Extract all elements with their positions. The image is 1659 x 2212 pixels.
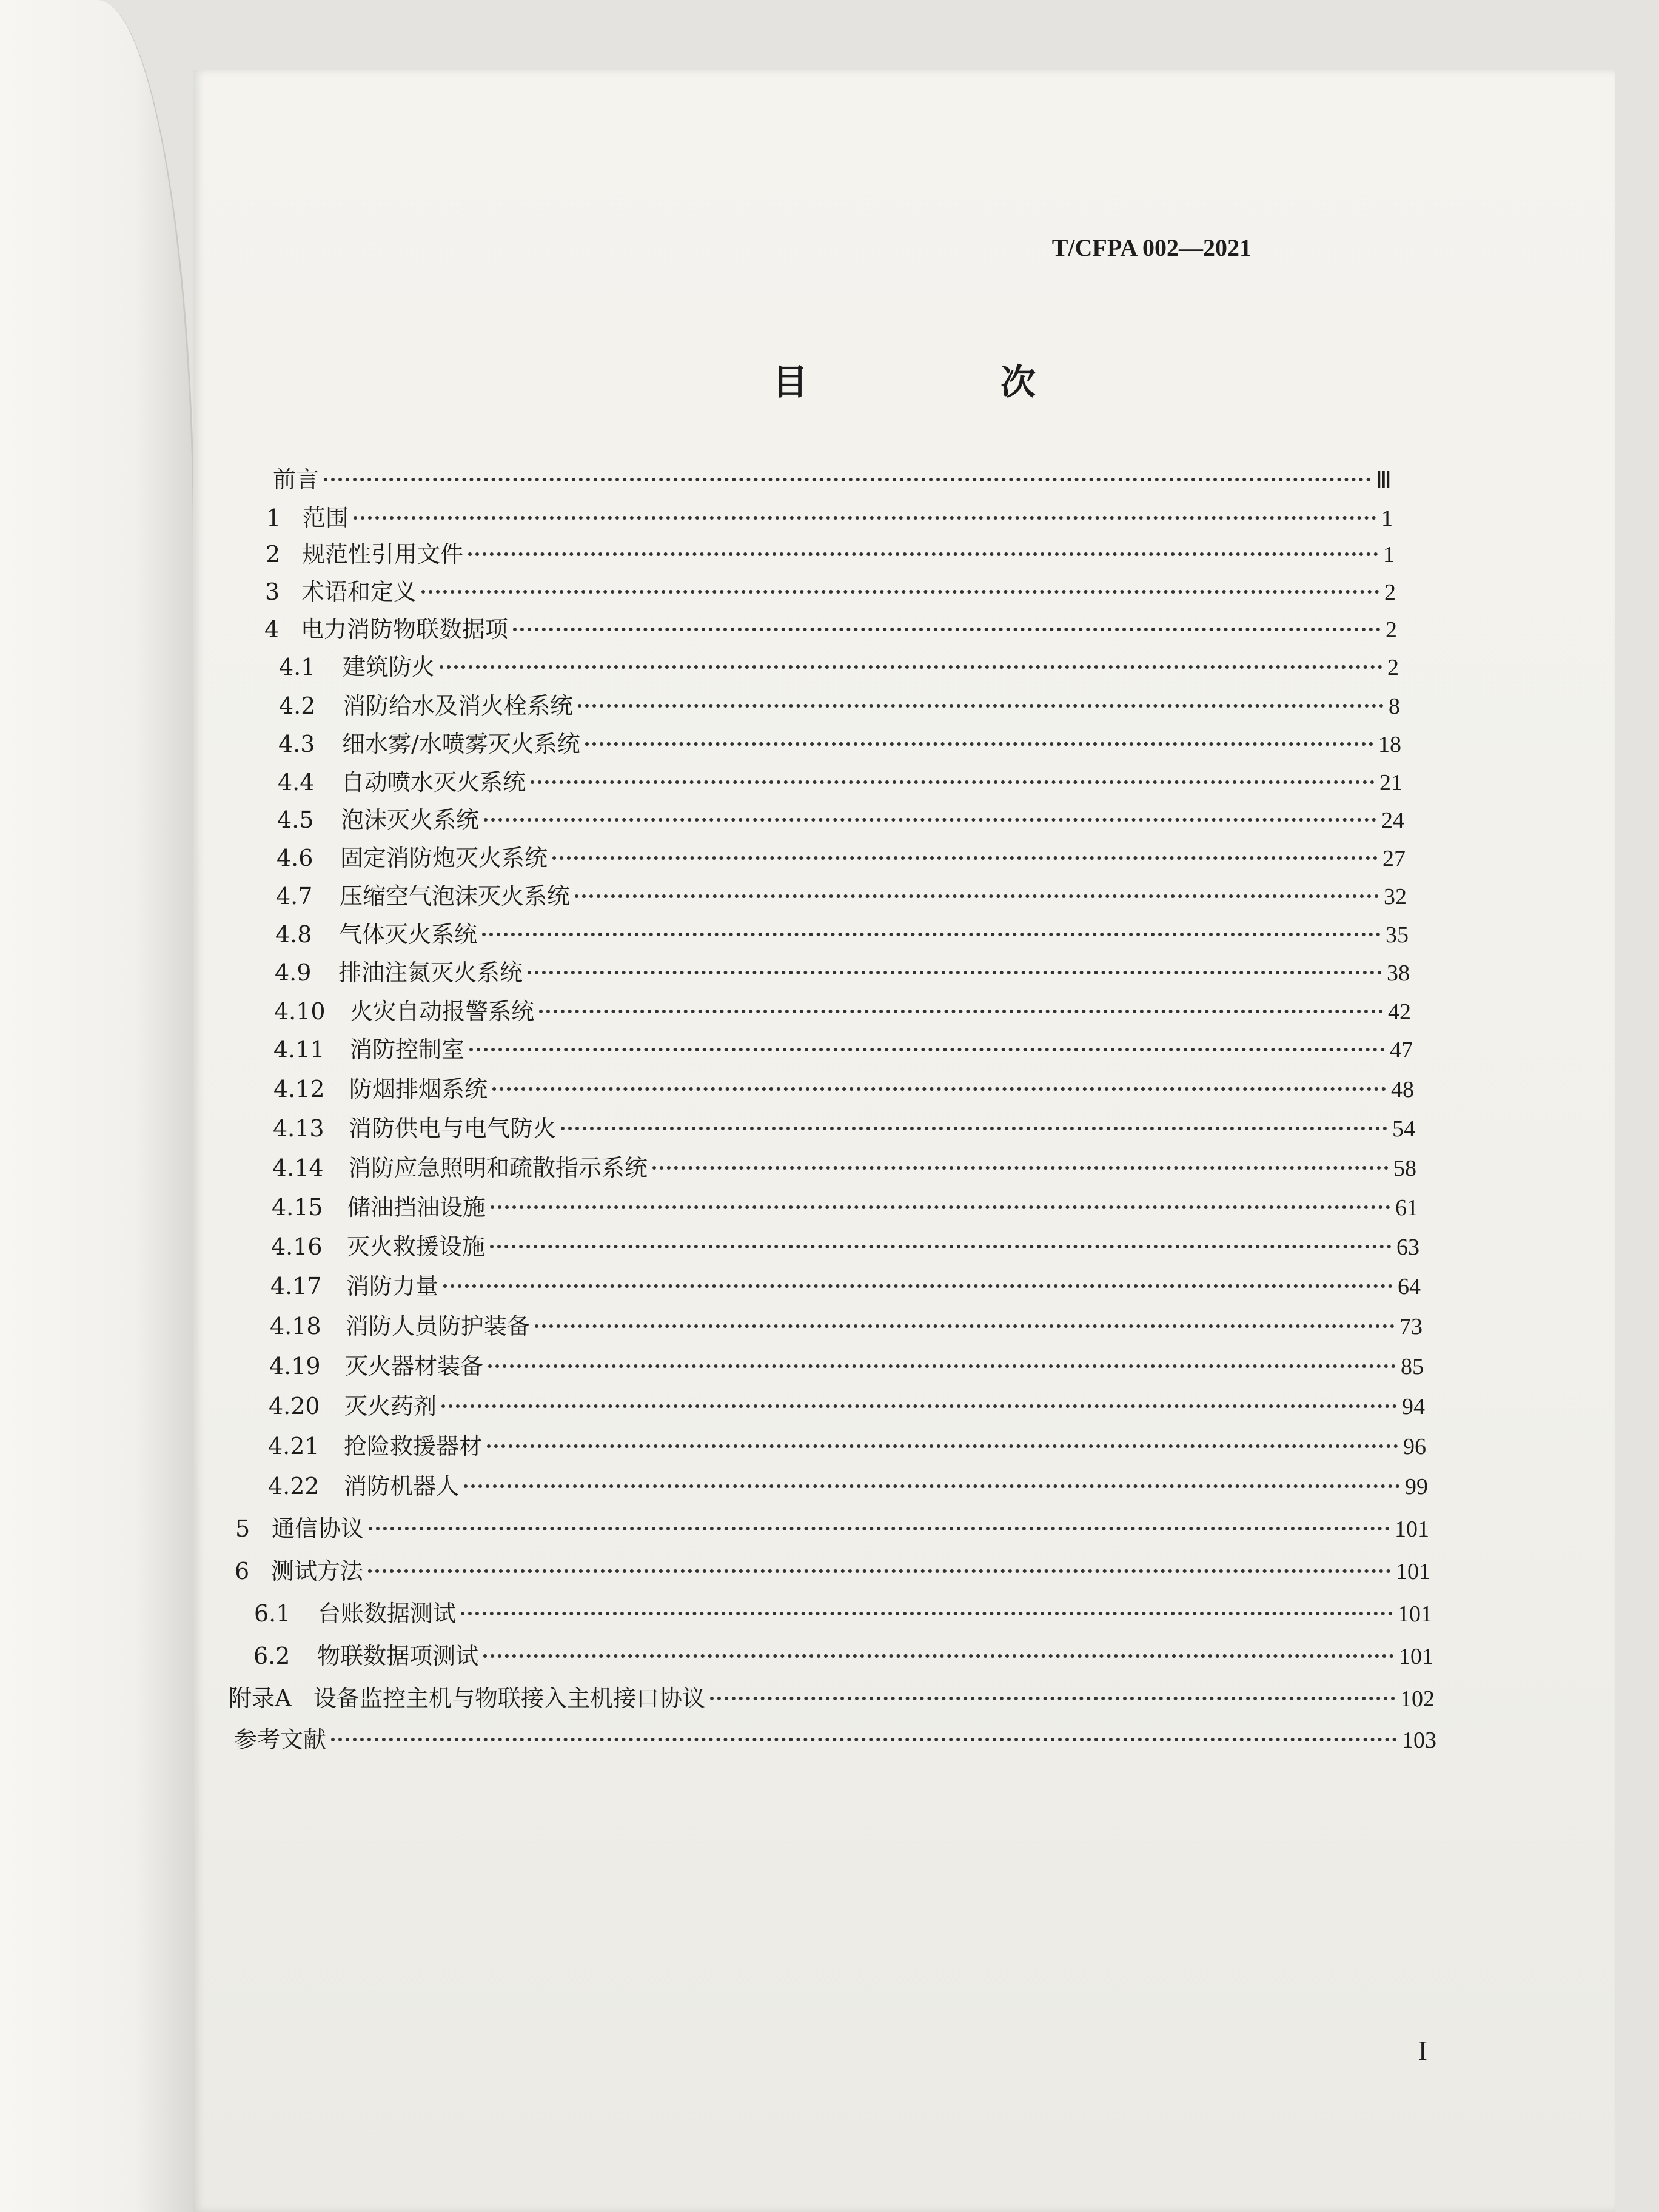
toc-entry-page: 35 <box>1386 922 1409 948</box>
toc-entry-title: 排油注氮灭火系统 <box>338 959 523 986</box>
toc-entry-page: 61 <box>1395 1195 1418 1221</box>
toc-entry-title: 通信协议 <box>272 1515 364 1542</box>
toc-entry-number: 4.6 <box>276 845 313 871</box>
toc-entry-title: 灭火药剂 <box>344 1393 437 1419</box>
toc-entry <box>229 1680 1435 1711</box>
dot-leader <box>368 1569 1391 1573</box>
toc-entry-number: 4.17 <box>270 1273 322 1299</box>
dot-leader <box>528 971 1382 974</box>
toc-entry-number: 4.8 <box>275 921 312 948</box>
toc-entry <box>276 877 1407 909</box>
toc-entry <box>265 573 1396 605</box>
toc-entry-title: 消防力量 <box>346 1273 439 1299</box>
dot-leader <box>652 1166 1389 1170</box>
dot-leader <box>531 780 1375 784</box>
toc-entry-title: 前言 <box>273 466 320 493</box>
toc-entry-title: 火灾自动报警系统 <box>350 998 535 1025</box>
dot-leader <box>513 628 1381 631</box>
toc-entry-number: 6.1 <box>254 1600 291 1627</box>
toc-entry-title: 细水雾/水喷雾灭火系统 <box>342 731 580 757</box>
toc-entry-title: 范围 <box>303 504 349 531</box>
toc-entry-title: 消防应急照明和疏散指示系统 <box>348 1155 648 1181</box>
facing-page-edge <box>0 0 195 2212</box>
toc-entry <box>272 1149 1416 1181</box>
dot-leader <box>464 1484 1400 1488</box>
dot-leader <box>710 1697 1395 1700</box>
dot-leader <box>539 1010 1383 1013</box>
toc-entry-number: 4 <box>264 616 280 643</box>
dot-leader <box>468 552 1378 556</box>
toc-entry-title: 消防控制室 <box>349 1036 465 1063</box>
dot-leader <box>491 1205 1390 1209</box>
toc-entry <box>266 499 1393 531</box>
toc-entry-title: 台账数据测试 <box>318 1600 457 1627</box>
toc-entry-number: 4.15 <box>272 1194 323 1221</box>
toc-entry <box>267 461 1392 492</box>
toc-entry-page: 58 <box>1393 1156 1416 1181</box>
toc-entry <box>270 1267 1421 1299</box>
toc-entry <box>269 1387 1425 1419</box>
dot-leader <box>443 1284 1393 1288</box>
toc-entry-title: 固定消防炮灭火系统 <box>340 845 548 871</box>
toc-entry-title: 建筑防火 <box>343 654 435 680</box>
toc-entry-page: 48 <box>1391 1077 1414 1102</box>
toc-entry <box>268 1427 1426 1459</box>
toc-entry <box>279 687 1400 719</box>
toc-entry-page: 99 <box>1405 1474 1428 1500</box>
toc-entry-page: 1 <box>1381 506 1393 531</box>
toc-entry <box>235 1510 1429 1541</box>
dot-leader <box>354 516 1376 520</box>
toc-entry-page: 8 <box>1389 694 1400 719</box>
toc-entry-page: 101 <box>1399 1644 1433 1669</box>
dot-leader <box>440 665 1382 669</box>
toc-entry-number: 4.19 <box>269 1353 321 1379</box>
toc-entry-number: 4.13 <box>273 1115 324 1142</box>
dot-leader <box>561 1127 1387 1130</box>
toc-entry <box>270 1307 1423 1339</box>
page-title: 目 次 <box>772 361 1114 403</box>
toc-entry <box>235 1552 1430 1584</box>
toc-entry-number: 4.12 <box>273 1076 325 1102</box>
toc-entry <box>264 611 1397 642</box>
toc-entry-number: 4.3 <box>278 731 315 757</box>
dot-leader <box>578 704 1384 708</box>
toc-entry <box>273 1070 1414 1102</box>
dot-leader <box>331 1738 1397 1741</box>
toc-entry-page: 101 <box>1395 1517 1429 1542</box>
toc-entry-number: 4.18 <box>270 1313 321 1339</box>
toc-entry-number: 4.9 <box>275 959 312 986</box>
toc-entry-number: 4.22 <box>268 1473 320 1500</box>
toc-entry-number: 4.2 <box>279 692 316 719</box>
toc-entry-page: 1 <box>1383 542 1395 568</box>
toc-entry-page: 27 <box>1382 846 1406 871</box>
toc-entry-number: 3 <box>265 578 280 605</box>
dot-leader <box>461 1612 1393 1615</box>
dot-leader <box>488 1364 1396 1368</box>
dot-leader <box>487 1444 1398 1448</box>
toc-entry-page: 96 <box>1403 1434 1426 1460</box>
dot-leader <box>585 742 1373 746</box>
toc-entry-page: Ⅲ <box>1375 468 1392 493</box>
page-number: I <box>1418 2035 1427 2066</box>
toc-entry <box>279 648 1399 680</box>
toc-entry-page: 42 <box>1388 999 1411 1025</box>
toc-entry <box>254 1595 1432 1626</box>
toc-entry-title: 消防人员防护装备 <box>346 1313 531 1339</box>
toc-entry-page: 103 <box>1402 1728 1436 1753</box>
toc-entry <box>228 1721 1436 1752</box>
toc-entry-title: 消防供电与电气防火 <box>349 1115 557 1142</box>
toc-entry-title: 电力消防物联数据项 <box>301 616 509 643</box>
dot-leader <box>490 1245 1392 1248</box>
toc-entry-page: 2 <box>1384 580 1396 605</box>
toc-entry-page: 63 <box>1396 1235 1419 1260</box>
dot-leader <box>483 1654 1394 1658</box>
toc-entry-page: 64 <box>1398 1274 1421 1299</box>
toc-entry <box>276 839 1406 871</box>
document-code: T/CFPA 002—2021 <box>1051 234 1252 261</box>
toc-entry-title: 自动喷水灭火系统 <box>341 769 526 796</box>
toc-entry <box>275 916 1409 947</box>
dot-leader <box>484 818 1376 822</box>
toc-entry-title: 消防机器人 <box>344 1473 460 1500</box>
toc-entry-number: 6.2 <box>253 1643 290 1669</box>
toc-entry-page: 73 <box>1399 1314 1423 1339</box>
toc-entry <box>278 763 1403 795</box>
toc-entry-page: 2 <box>1387 655 1399 680</box>
dot-leader <box>482 933 1381 936</box>
toc-entry-number: 附录A <box>229 1685 292 1712</box>
toc-entry-page: 47 <box>1390 1037 1413 1063</box>
toc-entry-number: 4.5 <box>277 806 314 833</box>
toc-entry-title: 测试方法 <box>271 1558 364 1584</box>
dot-leader <box>441 1404 1397 1408</box>
toc-entry-title: 泡沫灭火系统 <box>341 806 480 833</box>
toc-entry-number: 4.10 <box>274 998 326 1025</box>
toc-entry <box>268 1467 1428 1499</box>
toc-entry-title: 术语和定义 <box>301 578 417 605</box>
toc-entry <box>273 1110 1415 1141</box>
toc-entry-title: 设备监控主机与物联接入主机接口协议 <box>313 1685 706 1712</box>
toc-entry-number: 2 <box>266 541 281 568</box>
toc-entry <box>273 1031 1413 1062</box>
dot-leader <box>492 1087 1386 1091</box>
dot-leader <box>369 1527 1390 1530</box>
dot-leader <box>469 1048 1385 1051</box>
dot-leader <box>552 856 1378 860</box>
toc-entry-page: 85 <box>1401 1354 1424 1379</box>
toc-entry-page: 32 <box>1384 884 1407 910</box>
toc-entry-number: 4.14 <box>272 1155 324 1181</box>
toc-entry-number: 4.4 <box>278 769 315 796</box>
toc-entry-title: 抢险救援器材 <box>344 1433 483 1460</box>
toc-entry-page: 94 <box>1402 1394 1425 1419</box>
toc-entry-title: 消防给水及消火栓系统 <box>343 692 574 719</box>
toc-entry-page: 2 <box>1386 617 1397 643</box>
toc-entry-title: 灭火器材装备 <box>345 1353 484 1379</box>
toc-entry-page: 21 <box>1379 770 1403 796</box>
dot-leader <box>575 894 1379 898</box>
toc-entry-number: 4.11 <box>273 1036 325 1063</box>
toc-entry-title: 气体灭火系统 <box>339 921 478 948</box>
toc-entry <box>269 1347 1424 1379</box>
toc-entry-page: 38 <box>1387 960 1410 986</box>
toc-entry-page: 102 <box>1400 1686 1435 1712</box>
toc-entry-title: 规范性引用文件 <box>302 541 464 568</box>
toc-entry-page: 18 <box>1378 732 1401 757</box>
toc-entry-number: 4.16 <box>271 1233 323 1260</box>
toc-entry-title: 参考文献 <box>234 1726 327 1753</box>
toc-entry-page: 54 <box>1392 1116 1415 1142</box>
toc-entry <box>278 725 1401 757</box>
toc-entry-number: 5 <box>235 1515 250 1542</box>
toc-entry-title: 压缩空气泡沫灭火系统 <box>340 883 571 910</box>
toc-entry-title: 防烟排烟系统 <box>349 1076 488 1102</box>
toc-entry-number: 4.20 <box>269 1393 320 1419</box>
toc-entry-number: 4.21 <box>268 1433 320 1460</box>
toc-entry <box>271 1228 1419 1259</box>
dot-leader <box>535 1324 1395 1328</box>
toc-entry-title: 灭火救援设施 <box>347 1233 486 1260</box>
toc-entry-number: 6 <box>235 1558 250 1584</box>
toc-entry-page: 101 <box>1398 1601 1432 1627</box>
toc-entry <box>253 1637 1433 1669</box>
toc-entry <box>275 954 1410 985</box>
toc-entry-number: 4.1 <box>279 654 316 680</box>
toc-entry <box>272 1188 1418 1220</box>
toc-entry <box>266 535 1395 567</box>
toc-entry-number: 4.7 <box>276 883 313 910</box>
toc-entry-page: 101 <box>1396 1559 1430 1584</box>
dot-leader <box>324 478 1371 481</box>
document-page <box>193 70 1615 2212</box>
toc-entry-title: 储油挡油设施 <box>347 1194 486 1221</box>
toc-entry-title: 物联数据项测试 <box>317 1643 479 1669</box>
dot-leader <box>421 590 1379 594</box>
toc-entry <box>277 801 1404 833</box>
toc-entry-page: 24 <box>1381 808 1404 833</box>
toc-entry-number: 1 <box>266 504 281 531</box>
toc-entry <box>274 993 1411 1024</box>
